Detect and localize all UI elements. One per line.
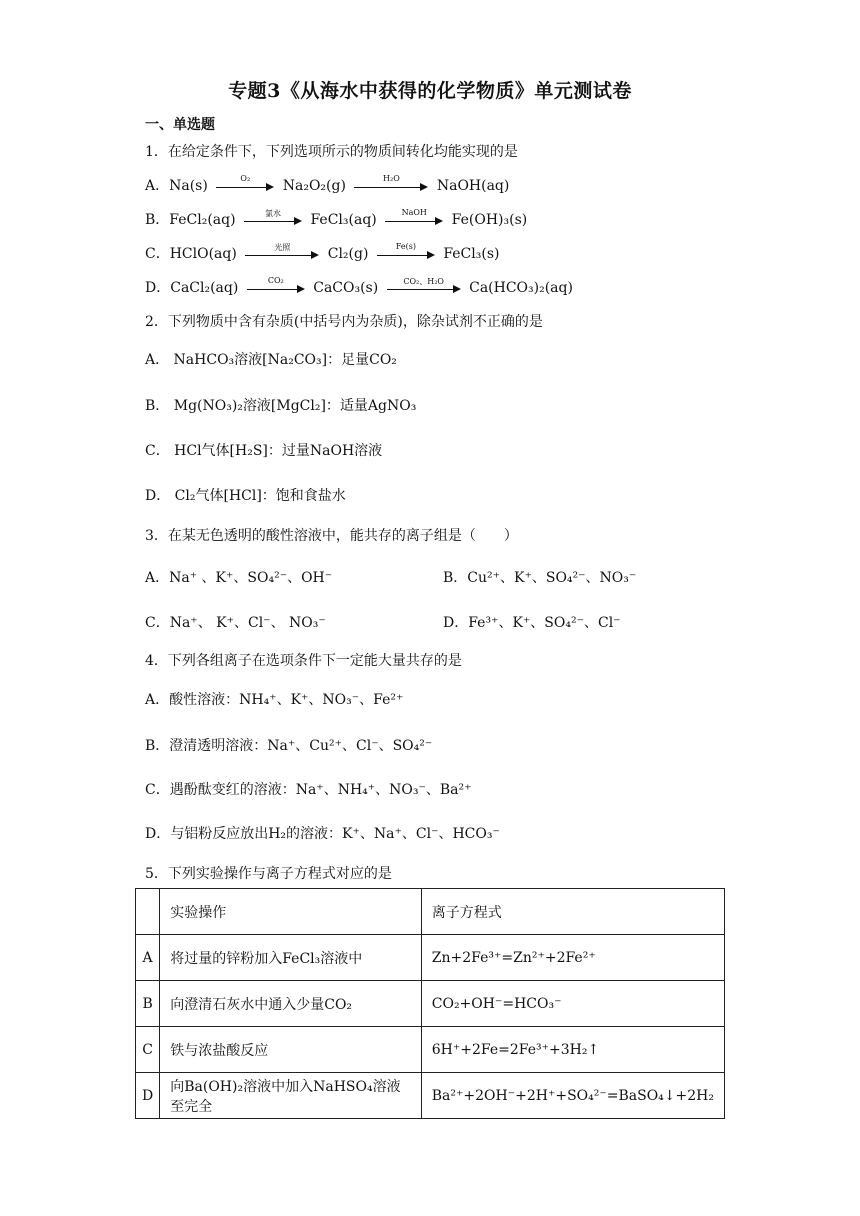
- q1-a-label: A．: [145, 178, 170, 194]
- q1-d-s1: CaCl₂(aq): [170, 280, 239, 296]
- q4-option-a: A．酸性溶液：NH₄⁺、K⁺、NO₃⁻、Fe²⁺: [145, 692, 404, 708]
- q1-option-a: [145, 175, 509, 195]
- row-equation: 6H⁺+2Fe=2Fe³⁺+3H₂↑: [421, 1027, 724, 1073]
- q4-stem: 4．下列各组离子在选项条件下一定能大量共存的是: [145, 653, 462, 669]
- row-equation: CO₂+OH⁻=HCO₃⁻: [421, 981, 724, 1027]
- q1-b-s1: FeCl₂(aq): [169, 212, 236, 228]
- row-key: B: [136, 981, 160, 1027]
- row-operation: 将过量的锌粉加入FeCl₃溶液中: [160, 935, 422, 981]
- row-operation: 铁与浓盐酸反应: [160, 1027, 422, 1073]
- table-cell: [136, 889, 160, 935]
- q1-stem: 1．在给定条件下，下列选项所示的物质间转化均能实现的是: [145, 144, 518, 160]
- q2-option-a: A． NaHCO₃溶液[Na₂CO₃]：足量CO₂: [145, 352, 397, 368]
- page-title: 专题3《从海水中获得的化学物质》单元测试卷: [228, 80, 632, 102]
- reaction-arrow-icon: H₂O: [354, 178, 428, 192]
- table-row: [136, 981, 725, 1027]
- q3-option-b: B．Cu²⁺、K⁺、SO₄²⁻、NO₃⁻: [443, 570, 637, 586]
- table-row: [136, 1027, 725, 1073]
- table-row: [136, 1073, 725, 1119]
- q4-option-b: B．澄清透明溶液：Na⁺、Cu²⁺、Cl⁻、SO₄²⁻: [145, 738, 433, 754]
- table-header-op: 实验操作: [160, 889, 422, 935]
- reaction-arrow-icon: Fe(s): [377, 246, 435, 260]
- row-equation: Ba²⁺+2OH⁻+2H⁺+SO₄²⁻=BaSO₄↓+2H₂: [421, 1073, 724, 1119]
- q1-a-s3: NaOH(aq): [436, 178, 510, 194]
- q2-option-c: C． HCl气体[H₂S]：过量NaOH溶液: [145, 443, 383, 459]
- q1-d-s3: Ca(HCO₃)₂(aq): [469, 280, 573, 296]
- reaction-arrow-icon: 氯水: [244, 212, 302, 226]
- q1-c-s2: Cl₂(g): [327, 246, 369, 262]
- table-row: [136, 935, 725, 981]
- q1-d-s2: CaCO₃(s): [313, 280, 379, 296]
- row-operation: 向澄清石灰水中通入少量CO₂: [160, 981, 422, 1027]
- q1-c-label: C．: [145, 246, 170, 262]
- table-header-row: [136, 889, 725, 935]
- q1-b-label: B．: [145, 212, 170, 228]
- reaction-arrow-icon: CO₂、H₂O: [387, 280, 461, 294]
- q1-a-s1: Na(s): [169, 178, 208, 194]
- row-operation: 向Ba(OH)₂溶液中加入NaHSO₄溶液至完全: [160, 1073, 422, 1119]
- reaction-arrow-icon: CO₂: [247, 280, 305, 294]
- q3-option-a: A．Na⁺ 、K⁺、SO₄²⁻、OH⁻: [145, 570, 333, 586]
- q3-option-d: D．Fe³⁺、K⁺、SO₄²⁻、Cl⁻: [443, 615, 621, 631]
- q1-option-d: [145, 277, 573, 297]
- row-equation: Zn+2Fe³⁺=Zn²⁺+2Fe²⁺: [421, 935, 724, 981]
- q1-a-s2: Na₂O₂(g): [282, 178, 346, 194]
- q1-b-s3: Fe(OH)₃(s): [451, 212, 528, 228]
- q1-b-s2: FeCl₃(aq): [310, 212, 377, 228]
- q3-stem: 3．在某无色透明的酸性溶液中，能共存的离子组是（ ）: [145, 528, 518, 544]
- q5-stem: 5．下列实验操作与离子方程式对应的是: [145, 866, 392, 882]
- q1-option-b: [145, 209, 527, 229]
- q4-option-c: C．遇酚酞变红的溶液：Na⁺、NH₄⁺、NO₃⁻、Ba²⁺: [145, 782, 472, 798]
- q2-option-d: D． Cl₂气体[HCl]：饱和食盐水: [145, 488, 346, 504]
- row-key: C: [136, 1027, 160, 1073]
- q1-c-s1: HClO(aq): [169, 246, 237, 262]
- q1-c-s3: FeCl₃(s): [443, 246, 500, 262]
- reaction-arrow-icon: 光照: [245, 246, 319, 260]
- q3-option-c: C．Na⁺、 K⁺、Cl⁻、 NO₃⁻: [145, 615, 326, 631]
- q5-table: [135, 888, 725, 1119]
- q2-stem: 2．下列物质中含有杂质(中括号内为杂质)，除杂试剂不正确的是: [145, 314, 543, 330]
- reaction-arrow-icon: O₂: [216, 178, 274, 192]
- row-key: D: [136, 1073, 160, 1119]
- q2-option-b: B． Mg(NO₃)₂溶液[MgCl₂]：适量AgNO₃: [145, 398, 417, 414]
- section-heading: 一、单选题: [145, 117, 215, 133]
- q1-option-c: [145, 243, 499, 263]
- row-key: A: [136, 935, 160, 981]
- q4-option-d: D．与铝粉反应放出H₂的溶液：K⁺、Na⁺、Cl⁻、HCO₃⁻: [145, 826, 500, 842]
- table-header-eq: 离子方程式: [421, 889, 724, 935]
- q1-d-label: D．: [145, 280, 171, 296]
- reaction-arrow-icon: NaOH: [385, 212, 443, 226]
